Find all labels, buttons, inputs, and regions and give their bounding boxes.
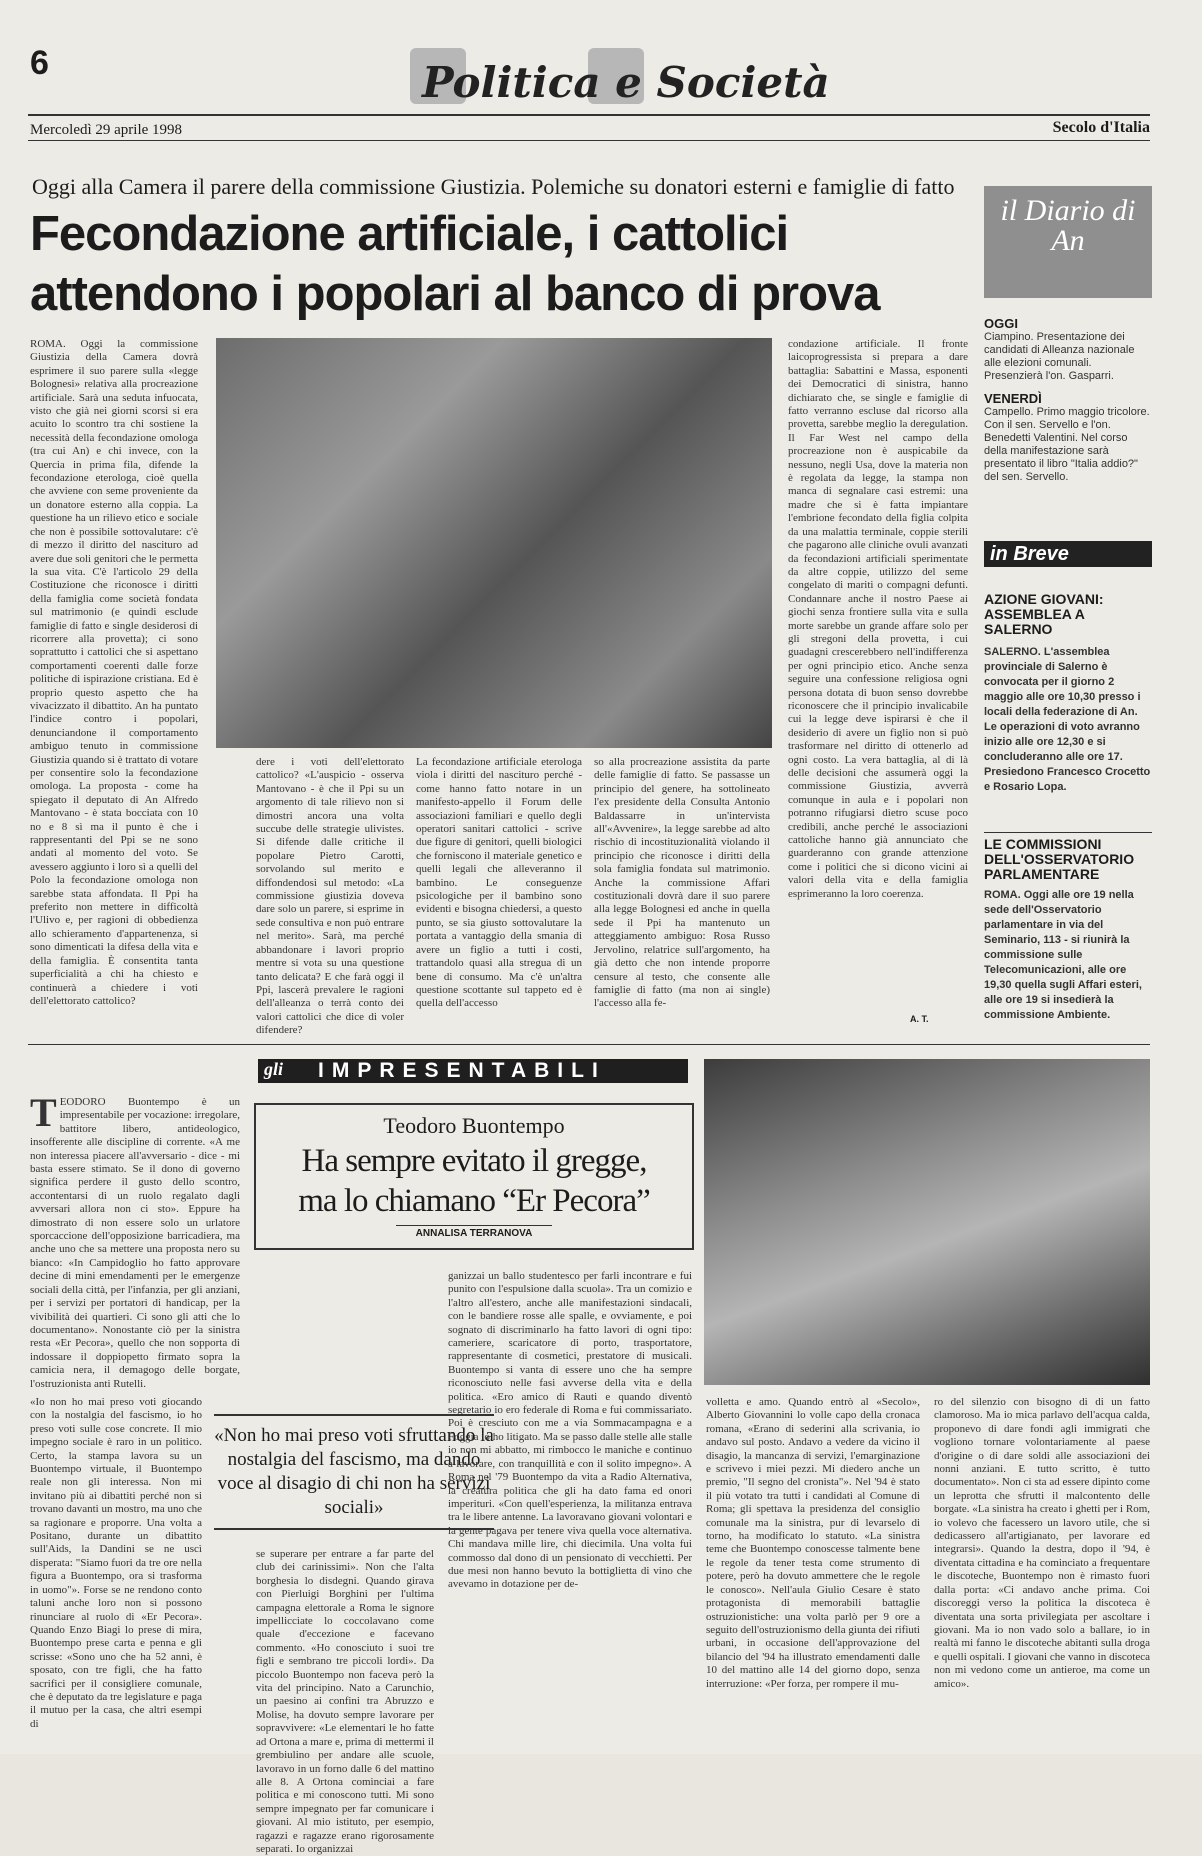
agenda-day: VENERDÌ bbox=[984, 391, 1042, 406]
agenda-day: OGGI bbox=[984, 316, 1018, 331]
article-column-3: La fecondazione artificiale eterologa viola i diritti del nascituro perché - come hanno fatto notare in un manifesto-appello il Forum delle associazioni familiari e quello degli operatori sanitari cattolici - scrive due figure di genitori, quelli biologici che forniscono il materiale genetico e quelli legali che alleveranno il bambino. Le conseguenze psicologiche per il bambino sono evidenti e bisogna chiedersi, a questo punto, se sia giusto sottovalutare la portata a vantaggio della smania di avere un figlio a tutti i costi, trattandolo quasi alla stregua di un bene di consumo. Ma c'è un'altra questione scottante sul tappeto ed è quella dell'accesso bbox=[416, 756, 582, 1010]
intro-text: EODORO Buontempo è un impresentabile per vocazione: irregolare, battitore libero, antideologico, insofferente alle discipline di corrente. «A me non interessa piacere all'avversario - dice - mi basta essere stimato. Se il dono di governo significa perdere il gusto dello scontro, accontentarsi di un ruolo regalato dagli avversari allora non ci sto». Eppure ha dimostrato di non essere solo un urlatore sporcaccione dell'opposizione barricadiera, ma anche uno che sa mettere una proposta nero su bianco: «In Campidoglio ho fatto approvare decine di mini emendamenti per le emergenze sociali della città, per l'infanzia, per gli anziani, per i servizi per portatori di handicap, per la vivibilità dei quartieri. Ci sono gli atti che lo documentano». Nonostante ciò per la sinistra resta «Er Pecora», quello che non sopporta di indossare il doppiopetto firmato sopra la camicia nera, il demagogo delle borgate, l'ostruzionista anti Rutelli. bbox=[30, 1096, 240, 1390]
brief-text: ROMA. Oggi alle ore 19 nella sede dell'Osservatorio parlamentare in via del Seminario, 113 - si riunirà la commissione sulle Telecomunicazioni, alle ore 19,30 quella sugli Affari esteri, alle ore 19 si insedierà la commissione Ambiente. bbox=[984, 889, 1142, 1021]
header-rule-bottom bbox=[28, 140, 1150, 141]
page-number: 6 bbox=[30, 44, 49, 82]
pull-quote: «Non ho mai preso voti sfruttando la nostalgia del fascismo, ma dando voce al disagio di chi non ha servizi sociali» bbox=[214, 1414, 494, 1530]
article-signature: A. T. bbox=[910, 1014, 929, 1024]
headline-line-2: attendono i popolari al banco di prova bbox=[30, 267, 880, 321]
section-masthead bbox=[410, 44, 830, 114]
band-prefix: gli bbox=[264, 1059, 284, 1079]
article-column-5: condazione artificiale. Il fronte laicoprogressista si prepara a dare battaglia: Sabattini e Massa, esponenti dei Democratici di sinistra, hanno dichiarato che, se single e famiglie di fatto verranno escluse dal ricorso alla provetta, sarebbe meglio la deregulation. Il Far West nel campo della procreazione non è auspicabile da nessuno, negli Usa, dove la materia non è regolata da legge, la stampa non manca di segnalare casi estremi: una madre che si è fatta impiantare l'embrione fecondato della figlia colpita da una malattia terminale, coppie sterili che pagarono alle cliniche ovuli avanzati da fecondazioni artificiali sperimentate da altre coppie, utilizzo del seme congelato di mariti o compagni defunti. Condannare anche il nostro Paese ai giochi senza frontiere sulla vita e sulla morte sarebbe un grande affare solo per gli stregoni della provetta, i cui guadagni crescerebbero nell'indifferenza per ogni principio etico. Anche senza seguire una confessione religiosa ogni persona dotata di buon senso dovrebbe riconoscere che il principio invalicabile cui la legge deve ispirarsi è che il desiderio di avere un figlio non si può trasformare nel diritto di ottenerlo ad ogni costo. La vera battaglia, al di là delle decisioni che assumerà oggi la commissione Giustizia, avverrà comunque in aula e i popolari non potranno rifugiarsi dietro scuse poco credibili, anche perché le associazioni cattoliche hanno già annunciato che guarderanno con grande attenzione come i politici che si dicono vicini ai valori della vita e della famiglia esprimeranno la loro coerenza. bbox=[788, 338, 968, 900]
bottom-column-2: se superare per entrare a far parte del club dei carinissimi». Non che l'alta borghesia lo disdegni. Quando girava con Pierluigi Borghini per l'ultima campagna elettorale a Roma le signore impellicciate lo coccolavano come quale d'eccezione e facevano commento. «Ho conosciuto i suoi tre figli e sembrano tre piccoli lordi». Da piccolo Buontempo non faceva però la vita del principino. Nato a Carunchio, un paesino ai confini tra Abruzzo e Molise, ha dovuto sempre lavorare per sopravvivere: «Le elementari le ho fatte ad Ortona a mare e, prima di mettermi il grembiulino per andare alle scuole, lavoravo in un forno dalle 6 del mattino alle 8. A Ortona cominciai a fare politica e mi conoscono tutti. Mi sono sempre impegnato per far comunicare i giovani. Al mio istituto, per esempio, ragazzi e ragazze erano rigorosamente separati. Io organizzai bbox=[256, 1548, 434, 1855]
masthead-rest-1: olitica e bbox=[452, 58, 657, 107]
article-kicker: Oggi alla Camera il parere della commissione Giustizia. Polemiche su donatori esterni e famiglie di fatto bbox=[32, 174, 955, 199]
headline-line-1: Ha sempre evitato il gregge, bbox=[301, 1143, 647, 1179]
brief-text: SALERNO. L'assemblea provinciale di Salerno è convocata per il giorno 2 maggio alle ore 10,30 presso i locali della federazione di An. Le operazioni di voto avranno inizio alle ore 12,30 e si concluderanno alle ore 17. Presiedono Francesco Crocetto e Rosario Lopa. bbox=[984, 646, 1151, 793]
bottom-column-3: ganizzai un ballo studentesco per farli incontrare e fui punito con l'espulsione dalla scuola». Tra un comizio e l'altro all'estero, anche alle manifestazioni sindacali, con le bandiere rosse alle spalle, e ovviamente, e poi sognato di discriminarlo ha fatto lavori di ogni tipo: cameriere, scaricatore di porto, trasportatore, rappresentante di cosmetici, prestatore di musicali. Buontempo si vanta di essere uno che ha sempre riconosciuto nelle fasi avverse della vita e della politica. «Ero amico di Rauti e quando diventò segretario io ero federale di Roma e fui commissariato. Poi è cresciuto con me a via Sommacampagna e a Foggia io ho litigato. Ma se passo dalle stelle alle stalle io non mi abbatto, mi rimbocco le maniche e continuo a lavorare, con tranquillità e con il solito impegno». A Roma nel '79 Buontempo da vita a Radio Alternativa, la creatura politica che gli ha dato fama ed onori imperituri. «Con quell'esperienza, la militanza entrava tra le libere antenne. La lavoravano giovani volontari e la gente pagava per tenere viva quella voce alternativa. Chi mandava mille lire, chi diecimila. Una volta fui commosso dal dono di un pensionato di vecchietti. Per due mesi non hanno bevuto la bottiglietta di vino che avevamo in dotazione per de- bbox=[448, 1270, 692, 1591]
sidebar bbox=[984, 168, 1154, 1028]
article-column-1: ROMA. Oggi la commissione Giustizia della Camera dovrà esprimere il suo parere sulla «legge Bolognesi» relativa alla procreazione artificiale. Sarà una seduta infuocata, visto che già nei giorni scorsi si era acuito lo scontro tra chi sostiene la necessità della fecondazione omologa (tra cui An) e chi invece, con la Quercia in prima fila, difende la fecondazione eterologa, cioè quella che avviene con seme proveniente da un donatore esterno alla coppia. La questione ha un rilievo etico e sociale che non è possibile sottovalutare: c'è di mezzo il diritto del nascituro ad avere due soli genitori che le permetta la sua vita. C'è l'articolo 29 della Costituzione che riconosce i diritti della famiglia come società fondata sul matrimonio (e quindi esclude famiglie di fatto e single desiderosi di ricorrere alla provetta); ci sono soprattutto i cattolici che si aspettano comportamenti coerenti dalle forze politiche di ispirazione cristiana. Ed è proprio questo aspetto che ha vivacizzato il dibattito. An ha puntato l'indice contro i popolari, denunciandone il comportamento ambiguo tenuto in commissione Giustizia quando si è trattato di votare per consentire solo la fecondazione omologa. La proposta - come ha spiegato il deputato di An Alfredo Mantovano - è stata bocciata con 10 no e 8 sì ma il punto è che i rappresentanti del Ppi se ne sono andati al momento del voto. Se avessero aggiunto i loro sì a quelli del Polo la fecondazione omologa non sarebbe stata affondata. Il Ppi ha preferito non mettere in difficoltà l'Ulivo e, per ragioni di obbedienza allo schieramento d'appartenenza, si sono dimenticati la difesa della vita e della famiglia. È consentita tanta superficialità a chi ha chiesto e continuerà a chiedere i voti dell'elettorato cattolico? bbox=[30, 338, 199, 1007]
brief-title: LE COMMISSIONI DELL'OSSERVATORIO PARLAMENTARE bbox=[984, 836, 1135, 882]
headline-line-1: Fecondazione artificiale, i cattolici bbox=[30, 207, 789, 261]
agenda-text: Campello. Primo maggio tricolore. Con il sen. Servello e l'on. Benedetti Valentini. Nel corso della manifestazione sarà presentato il libro "Italia addio?" del sen. Servello. bbox=[984, 406, 1150, 483]
article-column-4: so alla procreazione assistita da parte delle famiglie di fatto. Se passasse un principio del genere, ha sottolineato l'ex presidente della Consulta Antonio Baldassarre in un'intervista all'«Avvenire», la legge sarebbe ad alto rischio di incostituzionalità violando il principio che riconosce i diritti della sola famiglia fondata sul matrimonio. Anche la commissione Affari costituzionali dovrà dare il suo parere alla legge Bolognesi ed anche in quella sede il Ppi ha mantenuto un atteggiamento ambiguo: Rosa Russo Jervolino, relatrice sull'argomento, ha già detto che non intende proporre censure al testo, che consente alle famiglie di fatto (ma non ai single) l'accesso alla fe- bbox=[594, 756, 770, 1010]
bottom-column-2a bbox=[256, 1270, 434, 1400]
intro-column bbox=[30, 1090, 240, 1390]
bottom-column-5: ro del silenzio con bisogno di di un fatto clamoroso. Ma io mica parlavo dell'acqua calda, proponevo di dare fondi agli immigrati che vogliono tornare volontariamente al paese d'origine o di dare soldi alle associazioni dei nonni anziani. E tutto scritto, è tutto documentato». Non ci sta ad essere dipinto come un leprotta che sfrutti il malcontento delle borgate. «La sinistra ha creato i ghetti per i Rom, io volevo che facessero un lavoro utile, che si dedicassero all'artigianato, per lavorare ed integrarsi». Quando la destra, dopo il '94, è diventata cittadina e ha cominciato a frequentare le discoteche, Buontempo non è rimasto fuori dalla porta: «Ci andavo anche prima. Coi discoreggi verso la politica la discoteca è diventata una sorta privilegiata per ascoltare i giovani. Ma io non vado solo a ballare, io in realtà mi fanno le discoteche abitanti sulla droga e quelli ospitali. I giovani che vanno in discoteca non mi vedono come un antieroe, ma come un amico». bbox=[934, 1396, 1150, 1690]
header-rule-top bbox=[28, 114, 1150, 116]
nursery-incubator-photo bbox=[216, 338, 772, 748]
impresentabili-band bbox=[258, 1059, 688, 1083]
diario-title-box: il Diario di An bbox=[984, 186, 1152, 298]
diario-agenda bbox=[984, 308, 1152, 484]
masthead-cap-s: S bbox=[656, 58, 687, 107]
agenda-text: Ciampino. Presentazione dei candidati di Alleanza nazionale alle elezioni comunali. Presenzierà l'on. Gasparri. bbox=[984, 331, 1135, 382]
section-divider bbox=[28, 1044, 1150, 1045]
headline-box bbox=[254, 1103, 694, 1250]
newspaper-name: Secolo d'Italia bbox=[1052, 119, 1150, 136]
issue-date: Mercoledì 29 aprile 1998 bbox=[30, 122, 183, 138]
drop-cap: T bbox=[30, 1090, 57, 1135]
brief-item bbox=[984, 832, 1152, 1023]
bottom-column-1: «Io non ho mai preso voti giocando con la nostalgia del fascismo, io ho preso voti sulle cose concrete. Il mio impegno sociale è raro in un politico. Certo, la stampa lavora su un Buontempo virtuale, il Buontempo reale non gli interessa. Non mi invitano più ai dibattiti perché non si trovano davanti un mostro, ma uno che sa ragionare e proporre. Una volta a Positano, durante un dibattito sull'Aids, la Dandini se ne uscì disperata: "Siamo fuori da tre ore nella figura a Buontempo, ora si trasforma in uomo"». Forse se ne rendono conto taluni anche loro non si possono rinunciare al ruolo di «Er Pecora». Quando Enzo Biagi lo prese di mira, Buontempo prese carta e penna e gli scrisse: «Sono uno che ha 52 anni, è sposato, con tre figli, che ha fatto sacrifici per il consigliere comunale, che è deputato da tre legislature e paga il mutuo per la casa, che altri esempi di bbox=[30, 1396, 202, 1730]
masthead-rest-2: ocietà bbox=[686, 58, 830, 107]
band-title: IMPRESENTABILI bbox=[318, 1059, 606, 1082]
person-name: Teodoro Buontempo bbox=[383, 1113, 565, 1138]
article-headline bbox=[30, 204, 980, 324]
brief-title: AZIONE GIOVANI: ASSEMBLEA A SALERNO bbox=[984, 591, 1104, 637]
masthead-cap-p: P bbox=[422, 58, 453, 107]
brief-item bbox=[984, 592, 1152, 795]
buontempo-family-photo bbox=[704, 1059, 1150, 1385]
in-breve-banner: in Breve bbox=[984, 541, 1152, 567]
bottom-column-4: volletta e amo. Quando entrò al «Secolo», Alberto Giovannini lo volle capo della cronaca romana, «Erano di sederini alla scrivania, io andavo sul posto. Andavo a vedere da vicino il disagio, la mancanza di servizi, l'emarginazione e scrivevo i miei pezzi. Mi diedero anche un premio, "Il segno del cronista"». Nel '94 è stato il più votato tra tutti i candidati al Comune di Roma; gli spettava la presidenza del consiglio comunale ma la sinistra, pur di levarselo di torno, ha modificato lo statuto. «La sinistra teme che Buontempo conoscesse talmente bene le regole da tener testa come strumento di potere, però ha dovuto ammettere che le regole le conosco». Nell'aula Giulio Cesare è stato protagonista di memorabili battaglie ostruzionistiche: una volta parlò per 9 ore a seguito dell'ostruzionismo della giunta dei rifiuti urbani, in occasione dell'approvazione del bilancio del '94 ha illustrato emendamenti dalle 10 del mattino alle 14 del giorno dopo, senza interruzione: «Per forza, per rompere il mu- bbox=[706, 1396, 920, 1690]
headline-line-2: ma lo chiamano “Er Pecora” bbox=[298, 1183, 650, 1219]
article-column-2: dere i voti dell'elettorato cattolico? «L'auspicio - osserva Mantovano - è che il Ppi su un argomento di tale rilievo non si dimostri ancora una volta succube delle strategie ulivistes. Si difende dalle critiche il popolare Pietro Carotti, sorvolando sul merito e diffondendosi sul metodo: «La commissione giustizia doveva dare solo un parere, si esprime in sede consultiva e non può entrare nel merito». Sarà, ma perché abbandonare i lavori proprio mentre si vota su una questione tanto delicata? E che farà oggi il Ppi, lascerà prevalere le ragioni dell'alleanza o terrà conto dei valori cattolici che dice di voler difendere? bbox=[256, 756, 404, 1037]
masthead-title bbox=[422, 58, 830, 107]
author-byline: ANNALISA TERRANOVA bbox=[396, 1225, 553, 1241]
